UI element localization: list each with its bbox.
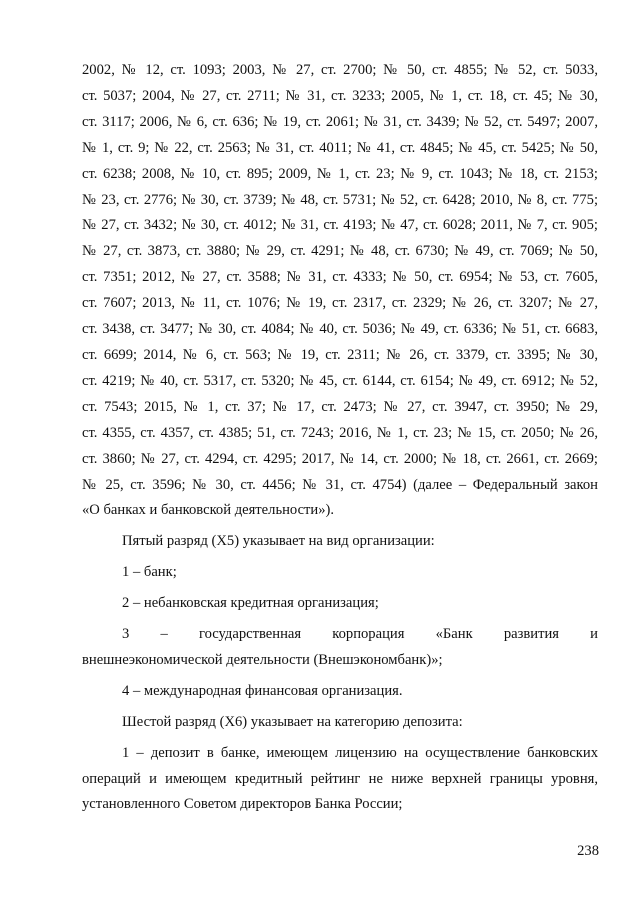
fifth-digit-item-3-line-2: внешнеэкономической деятельности (Внешэкономбанк)»; xyxy=(82,651,443,668)
sixth-digit-item-1-line-3: установленного Советом директоров Банка России; xyxy=(82,796,403,813)
reference-line: № 23, ст. 2776; № 30, ст. 3739; № 48, ст. 5731; № 52, ст. 6428; 2010, № 8, ст. 775; xyxy=(82,191,598,208)
sixth-digit-section xyxy=(82,710,598,819)
reference-line: № 25, ст. 3596; № 30, ст. 4456; № 31, ст. 4754) (далее – Федеральный закон xyxy=(82,476,598,493)
reference-line: ст. 6699; 2014, № 6, ст. 563; № 19, ст. 2311; № 26, ст. 3379, ст. 3395; № 30, xyxy=(82,346,598,363)
reference-line: 2002, № 12, ст. 1093; 2003, № 27, ст. 2700; № 50, ст. 4855; № 52, ст. 5033, xyxy=(82,62,598,78)
reference-line: ст. 6238; 2008, № 10, ст. 895; 2009, № 1, ст. 23; № 9, ст. 1043; № 18, ст. 2153; xyxy=(82,165,598,182)
reference-line: ст. 4219; № 40, ст. 5317, ст. 5320; № 45, ст. 6144, ст. 6154; № 49, ст. 6912; № 52, xyxy=(82,372,598,389)
fifth-digit-intro: Пятый разряд (Х5) указывает на вид организации: xyxy=(122,533,435,550)
reference-line: ст. 3117; 2006, № 6, ст. 636; № 19, ст. 2061; № 31, ст. 3439; № 52, ст. 5497; 2007, xyxy=(82,113,598,130)
fifth-digit-item-1: 1 – банк; xyxy=(122,564,177,581)
sixth-digit-intro: Шестой разряд (Х6) указывает на категорию депозита: xyxy=(122,713,463,730)
reference-line: ст. 4355, ст. 4357, ст. 4385; 51, ст. 7243; 2016, № 1, ст. 23; № 15, ст. 2050; № 26, xyxy=(82,424,598,441)
page-number: 238 xyxy=(577,843,599,859)
reference-line: ст. 7607; 2013, № 11, ст. 1076; № 19, ст. 2317, ст. 2329; № 26, ст. 3207; № 27, xyxy=(82,295,598,312)
fifth-digit-section xyxy=(82,529,598,704)
reference-line: № 27, ст. 3432; № 30, ст. 4012; № 31, ст. 4193; № 47, ст. 6028; 2011, № 7, ст. 905; xyxy=(82,217,598,234)
reference-line: ст. 3438, ст. 3477; № 30, ст. 4084; № 40, ст. 5036; № 49, ст. 6336; № 51, ст. 6683, xyxy=(82,321,598,338)
reference-line: ст. 7543; 2015, № 1, ст. 37; № 17, ст. 2473; № 27, ст. 3947, ст. 3950; № 29, xyxy=(82,398,598,415)
body-text xyxy=(82,58,598,818)
fifth-digit-item-2: 2 – небанковская кредитная организация; xyxy=(122,595,379,612)
reference-line: ст. 7351; 2012, № 27, ст. 3588; № 31, ст. 4333; № 50, ст. 6954; № 53, ст. 7605, xyxy=(82,269,598,286)
reference-line: ст. 3860; № 27, ст. 4294, ст. 4295; 2017, № 14, ст. 2000; № 18, ст. 2661, ст. 2669; xyxy=(82,450,598,467)
sixth-digit-item-1-line-1: 1 – депозит в банке, имеющем лицензию на осуществление банковских xyxy=(122,744,598,761)
reference-line: № 27, ст. 3873, ст. 3880; № 29, ст. 4291; № 48, ст. 6730; № 49, ст. 7069; № 50, xyxy=(82,243,598,260)
fifth-digit-item-3-line-1: 3 – государственная корпорация «Банк развития и xyxy=(122,626,598,643)
legislation-reference-list xyxy=(82,58,598,524)
reference-line: ст. 5037; 2004, № 27, ст. 2711; № 31, ст. 3233; 2005, № 1, ст. 18, ст. 45; № 30, xyxy=(82,87,598,104)
fifth-digit-item-4: 4 – международная финансовая организация. xyxy=(122,682,403,699)
sixth-digit-item-1-line-2: операций и имеющем кредитный рейтинг не ниже верхней границы уровня, xyxy=(82,770,598,787)
reference-line: «О банках и банковской деятельности»). xyxy=(82,502,335,519)
reference-line: № 1, ст. 9; № 22, ст. 2563; № 31, ст. 4011; № 41, ст. 4845; № 45, ст. 5425; № 50, xyxy=(82,139,598,156)
